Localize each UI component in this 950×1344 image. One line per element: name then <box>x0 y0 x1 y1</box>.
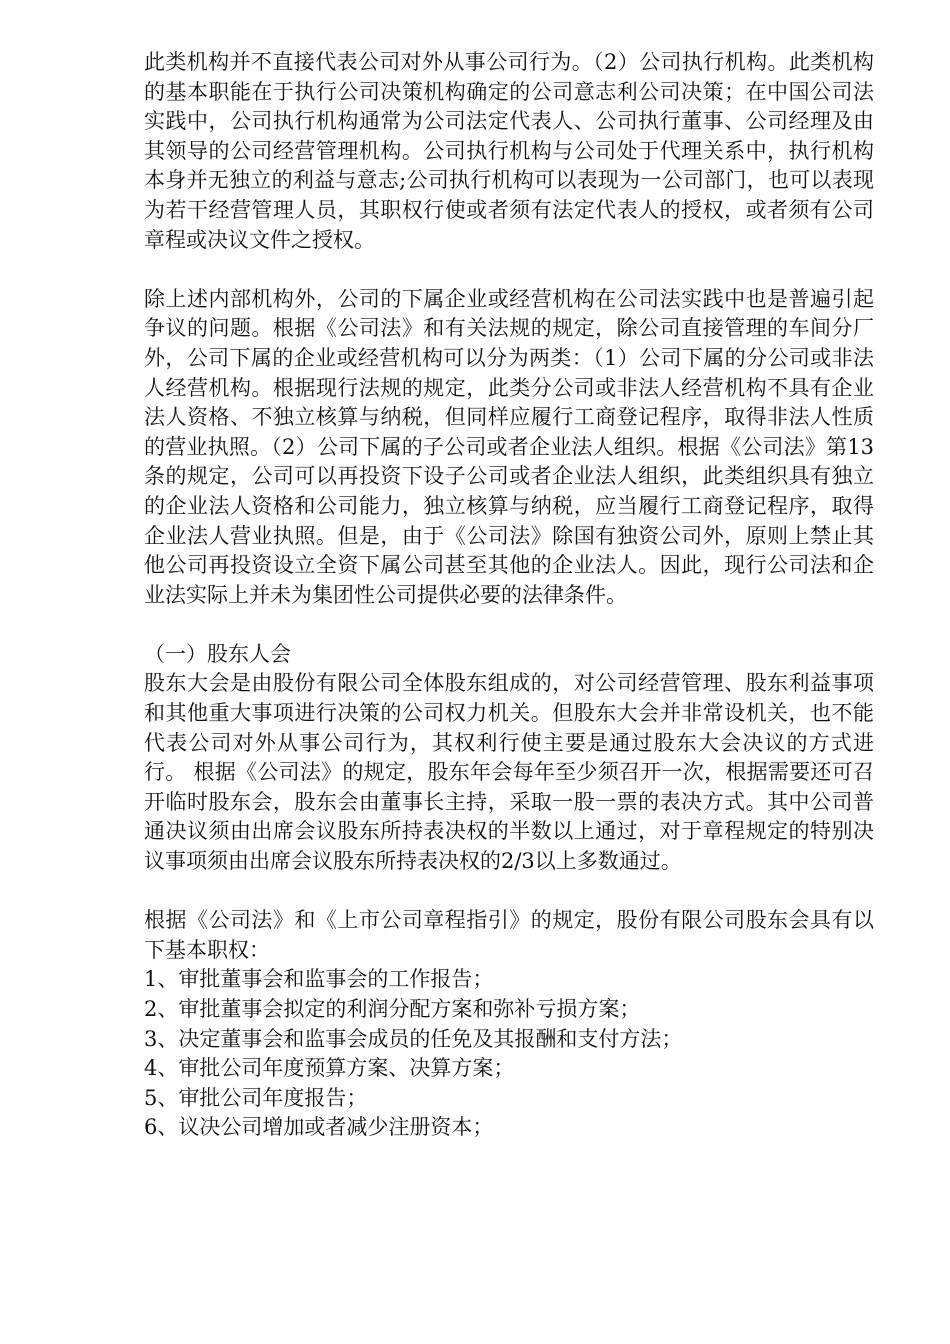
paragraph-spacer <box>144 877 874 907</box>
paragraph-powers-intro: 根据《公司法》和《上市公司章程指引》的规定，股份有限公司股东会具有以下基本职权： <box>144 908 874 962</box>
document-page <box>144 48 874 1143</box>
paragraph-spacer <box>144 255 874 285</box>
list-item: 3、决定董事会和监事会成员的任免及其报酬和支付方法； <box>144 1026 683 1051</box>
paragraph-executive-body: 此类机构并不直接代表公司对外从事公司行为。（2）公司执行机构。此类机构的基本职能在于执行公司决策机构确定的公司意志利公司决策；在中国公司法实践中，公司执行机构通常为公司法定代表人、公司执行董事、公司经理及由其领导的公司经营管理机构。公司执行机构与公司处于代理关系中，执行机构本身并无独立的利益与意志;公司执行机构可以表现为一公司部门，也可以表现为若干经营管理人员，其职权行使或者须有法定代表人的授权，或者须有公司章程或决议文件之授权。 <box>144 50 874 252</box>
paragraph-spacer <box>144 610 874 640</box>
list-item: 4、审批公司年度预算方案、决算方案； <box>144 1056 515 1081</box>
section-heading: （一）股东人会 <box>144 641 291 666</box>
list-item: 5、审批公司年度报告； <box>144 1085 368 1110</box>
powers-list <box>144 965 874 1143</box>
list-item: 6、议决公司增加或者减少注册资本； <box>144 1115 494 1140</box>
list-item: 2、审批董事会拟定的利润分配方案和弥补亏损方案； <box>144 997 641 1021</box>
paragraph-shareholders-meeting: 股东大会是由股份有限公司全体股东组成的，对公司经营管理、股东利益事项和其他重大事项进行决策的公司权力机关。但股东大会并非常设机关，也不能代表公司对外从事公司行为，其权利行使主要是通过股东大会决议的方式进行。 根据《公司法》的规定，股东年会每年至少须召开一次，根据需要还可召开临时股东会，股东会由董事长主持，采取一股一票的表决方式。其中公司普通决议须由出席会议股东所持表决权的半数以上通过，对于章程规定的特别决议事项须由出席会议股东所持表决权的2/3以上多数通过。 <box>144 671 874 874</box>
list-item: 1、审批董事会和监事会的工作报告； <box>144 967 494 992</box>
paragraph-subsidiaries: 除上述内部机构外，公司的下属企业或经营机构在公司法实践中也是普遍引起争议的问题。根据《公司法》和有关法规的规定，除公司直接管理的车间分厂外，公司下属的企业或经营机构可以分为两类：（1）公司下属的分公司或非法人经营机构。根据现行法规的规定，此类分公司或非法人经营机构不具有企业法人资格、不独立核算与纳税，但同样应履行工商登记程序，取得非法人性质的营业执照。（2）公司下属的子公司或者企业法人组织。根据《公司法》第13条的规定，公司可以再投资下设子公司或者企业法人组织，此类组织具有独立的企业法人资格和公司能力，独立核算与纳税，应当履行工商登记程序，取得企业法人营业执照。但是，由于《公司法》除国有独资公司外，原则上禁止其他公司再投资设立全资下属公司甚至其他的企业法人。因此，现行公司法和企业法实际上并未为集团性公司提供必要的法律条件。 <box>144 286 874 607</box>
